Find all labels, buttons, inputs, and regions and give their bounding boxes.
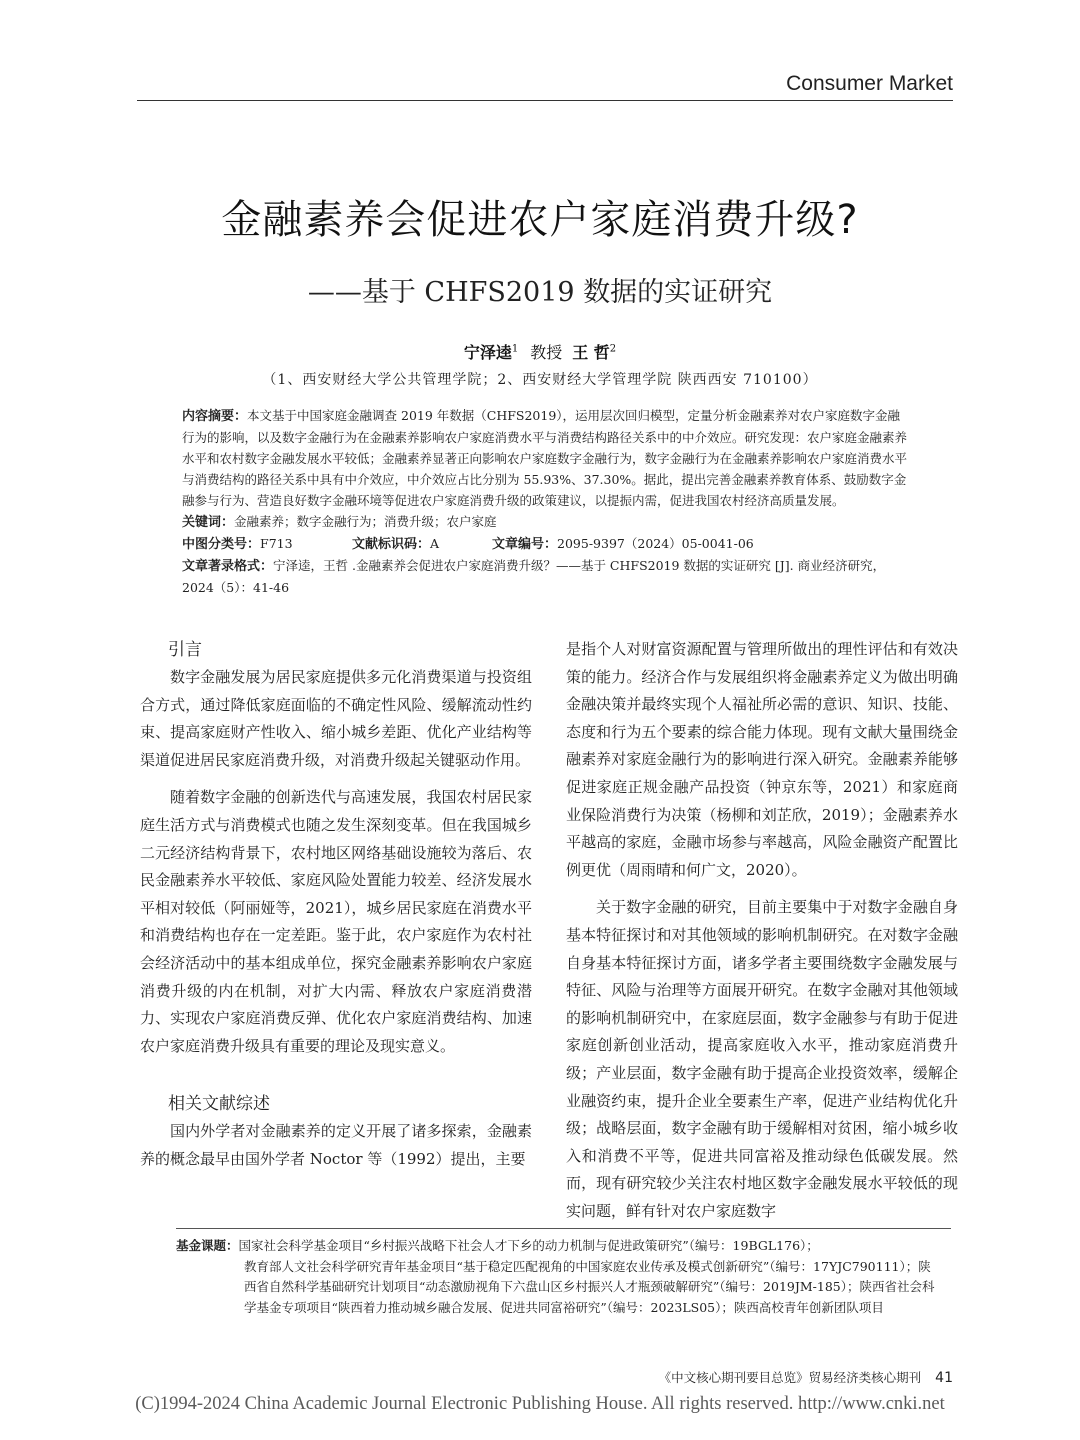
keywords-text: 金融素养；数字金融行为；消费升级；农户家庭	[234, 514, 497, 529]
abstract-block	[182, 405, 912, 598]
funding-label: 基金课题：	[176, 1238, 239, 1253]
author-line	[0, 340, 1080, 363]
funding-line-1: 国家社会科学基金项目“乡村振兴战略下社会人才下乡的动力机制与促进政策研究”（编号：19BGL176）；	[238, 1238, 819, 1253]
body-paragraph: 国内外学者对金融素养的定义开展了诸多探索，金融素养的概念最早由国外学者 Noctor 等（1992）提出，主要	[140, 1122, 532, 1168]
body-column-right	[566, 636, 958, 1225]
keywords	[182, 511, 912, 533]
article-id-label: 文章编号：	[492, 537, 558, 552]
body-paragraph: 随着数字金融的创新迭代与高速发展，我国农村居民家庭生活方式与消费模式也随之发生深刻变革。但在我国城乡二元经济结构背景下，农村地区网络基础设施较为落后、农民金融素养水平较低、家庭风险处置能力较差、经济发展水平相对较低（阿丽娅等，2021），城乡居民家庭在消费水平和消费结构也存在一定差距。鉴于此，农户家庭作为农村社会经济活动中的基本组成单位，探究金融素养影响农户家庭消费升级的内在机制，对扩大内需、释放农户家庭消费潜力、实现农户家庭消费反弹、优化农户家庭消费结构、加速农户家庭消费升级具有重要的理论及现实意义。	[140, 788, 532, 1055]
page-number: 41	[935, 1370, 953, 1386]
footer-journal-info: 《中文核心期刊要目总览》贸易经济类核心期刊	[658, 1370, 922, 1385]
citation-label: 文章著录格式：	[182, 559, 274, 574]
clc-label: 中图分类号：	[182, 537, 261, 552]
footnote-rule	[176, 1228, 951, 1229]
citation	[182, 555, 912, 598]
body-column-left	[140, 636, 532, 1174]
running-header-journal: Consumer Market	[786, 72, 953, 95]
body-paragraph: 关于数字金融的研究，目前主要集中于对数字金融自身基本特征探讨和对其他领域的影响机制研究。在对数字金融自身基本特征探讨方面，诸多学者主要围绕数字金融发展与特征、风险与治理等方面展开研究。在数字金融对其他领域的影响机制研究中，在家庭层面，数字金融参与有助于促进家庭创新创业活动，提高家庭收入水平，推动家庭消费升级；产业层面，数字金融有助于提高企业投资效率，缓解企业融资约束，提升企业全要素生产率，促进产业结构优化升级；战略层面，数字金融有助于缓解相对贫困，缩小城乡收入和消费不平等，促进共同富裕及推动绿色低碳发展。然而，现有研究较少关注农村地区数字金融发展水平较低的现实问题，鲜有针对农户家庭数字	[566, 898, 958, 1220]
copyright-notice: (C)1994-2024 China Academic Journal Electronic Publishing House. All rights reserved. http://www.cnki.net	[135, 1394, 945, 1414]
page-footer	[659, 1368, 953, 1386]
abstract	[182, 405, 912, 511]
keywords-label: 关键词：	[182, 515, 235, 530]
author-1: 宁泽逵	[463, 343, 512, 362]
affiliation: （1、西安财经大学公共管理学院；2、西安财经大学管理学院 陕西西安 710100）	[262, 372, 818, 388]
article-id-value: 2095-9397（2024）05-0041-06	[557, 536, 754, 551]
section-heading-literature: 相关文献综述	[168, 1094, 270, 1115]
body-paragraph: 是指个人对财富资源配置与管理所做出的理性评估和有效决策的能力。经济合作与发展组织将金融素养定义为做出明确金融决策并最终实现个人福祉所必需的意识、知识、技能、态度和行为五个要素的综合能力体现。现有文献大量围绕金融素养对家庭金融行为的影响进行深入研究。金融素养能够促进家庭正规金融产品投资（钟京东等，2021）和家庭商业保险消费行为决策（杨柳和刘芷欣，2019）；金融素养水平越高的家庭，金融市场参与率越高，风险金融资产配置比例更优（周雨晴和何广文，2020）。	[566, 640, 958, 879]
doc-code-value: A	[430, 536, 440, 551]
header-rule	[137, 100, 953, 101]
author-1-degree: 教授	[530, 343, 563, 362]
funding-note	[176, 1236, 936, 1318]
abstract-text: 本文基于中国家庭金融调查 2019 年数据（CHFS2019），运用层次回归模型，定量分析金融素养对农户家庭数字金融行为的影响，以及数字金融行为在金融素养影响农户家庭消费水平与消费结构路径关系中的中介效应。研究发现：农户家庭金融素养水平和农村数字金融发展水平较低；金融素养显著正向影响农户家庭数字金融行为，数字金融行为在金融素养影响农户家庭消费水平与消费结构的路径关系中具有中介效应，中介效应占比分别为 55.93%、37.30%。据此，提出完善金融素养教育体系、鼓励数字金融参与行为、营造良好数字金融环境等促进农户家庭消费升级的政策建议，以提振内需，促进我国农村经济高质量发展。	[182, 408, 908, 508]
author-1-marker: 1	[511, 343, 519, 355]
doc-code-label: 文献标识码：	[352, 537, 431, 552]
section-heading-intro: 引言	[168, 640, 202, 660]
article-title: 金融素养会促进农户家庭消费升级?	[221, 197, 859, 243]
clc-value: F713	[260, 536, 293, 551]
abstract-label: 内容摘要：	[182, 409, 248, 424]
funding-line-2: 教育部人文社会科学研究青年基金项目“基于稳定匹配视角的中国家庭农业传承及模式创新研究”（编号：17YJC790111）；陕西省自然科学基础研究计划项目“动态激励视角下六盘山区乡村振兴人才瓶颈破解研究”（编号：2019JM-185）；陕西省社会科学基金专项项目“陕西着力推动城乡融合发展、促进共同富裕研究”（编号：2023LS05）；陕西高校青年创新团队项目	[244, 1258, 935, 1315]
author-2: 王 哲	[572, 343, 610, 362]
article-subtitle: ——基于 CHFS2019 数据的实证研究	[307, 277, 773, 308]
author-2-marker: 2	[609, 343, 617, 355]
body-paragraph: 数字金融发展为居民家庭提供多元化消费渠道与投资组合方式，通过降低家庭面临的不确定性风险、缓解流动性约束、提高家庭财产性收入、缩小城乡差距、优化产业结构等渠道促进居民家庭消费升级，对消费升级起关键驱动作用。	[140, 668, 532, 769]
citation-text: 宁泽逵，王哲 .金融素养会促进农户家庭消费升级？——基于 CHFS2019 数据的实证研究 [J]. 商业经济研究，2024（5）：41-46	[182, 558, 886, 595]
classification-row	[182, 533, 912, 555]
